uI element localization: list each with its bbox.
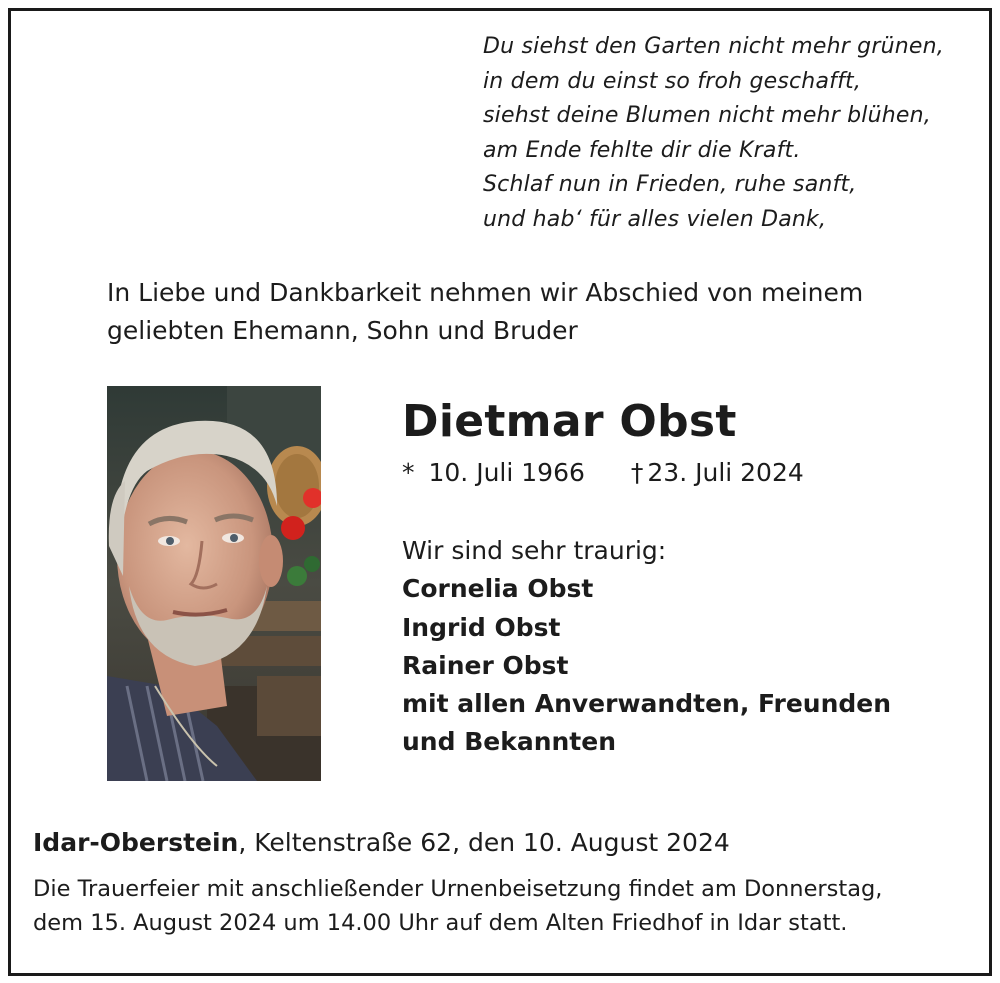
mourner-name: Rainer Obst [402, 650, 569, 680]
mourners-others-line: mit allen Anverwandten, Freunden [402, 689, 892, 719]
mourner-name: Ingrid Obst [402, 612, 561, 642]
deceased-name: Dietmar Obst [402, 396, 737, 447]
poem-line: Schlaf nun in Frieden, ruhe sanft, [483, 172, 857, 197]
portrait-photo [107, 386, 321, 781]
mourners-others-line: und Bekannten [402, 727, 617, 757]
intro-text [107, 274, 863, 350]
funeral-service-info [33, 872, 882, 940]
death-date: 23. Juli 2024 [647, 458, 804, 487]
poem-line: siehst deine Blumen nicht mehr blühen, [483, 103, 931, 128]
life-dates [402, 458, 804, 487]
mourners-heading: Wir sind sehr traurig: [402, 536, 667, 565]
mourner-name: Cornelia Obst [402, 574, 594, 604]
service-line: Die Trauerfeier mit anschließender Urnenbeisetzung findet am Donnerstag, [33, 876, 883, 902]
poem-line: Du siehst den Garten nicht mehr grünen, [483, 34, 944, 59]
address-date: , Keltenstraße 62, den 10. August 2024 [238, 828, 730, 857]
poem-line: und hab‘ für alles vielen Dank, [483, 206, 827, 232]
intro-line: In Liebe und Dankbarkeit nehmen wir Abschied von meinem [107, 278, 864, 307]
death-symbol: † [630, 458, 644, 487]
intro-line: geliebten Ehemann, Sohn und Bruder [107, 316, 578, 345]
poem [483, 30, 944, 237]
birth-symbol: * [402, 458, 415, 487]
poem-line: am Ende fehlte dir die Kraft. [483, 137, 801, 163]
place-and-date [33, 828, 730, 857]
poem-line: in dem du einst so froh geschafft, [483, 68, 862, 94]
service-line: dem 15. August 2024 um 14.00 Uhr auf dem Alten Friedhof in Idar statt. [33, 910, 848, 936]
birth-date: 10. Juli 1966 [428, 458, 585, 487]
city: Idar-Oberstein [33, 828, 239, 857]
mourners-block [402, 532, 891, 762]
